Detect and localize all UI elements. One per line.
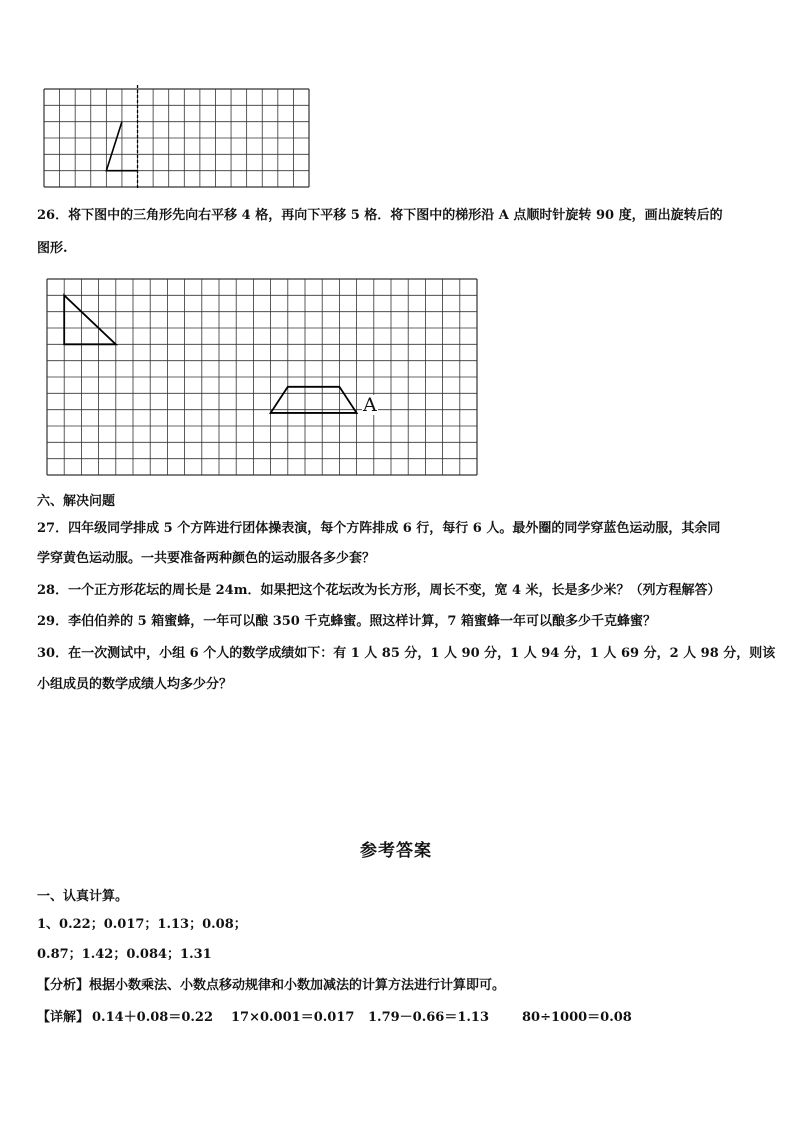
question-27-line1: 27．四年级同学排成 5 个方阵进行团体操表演，每个方阵排成 6 行，每行 6 人。最外圈的同学穿蓝色运动服，其余同 [37, 521, 721, 536]
answer-detail-item: 17×0.001＝0.017 [231, 1010, 355, 1025]
question-30-line2: 小组成员的数学成绩人均多少分？ [37, 677, 233, 692]
grid-lines [47, 279, 477, 475]
answer-analysis: 【分析】根据小数乘法、小数点移动规律和小数加减法的计算方法进行计算即可。 [37, 978, 506, 993]
point-a-label: A [363, 394, 377, 416]
answer-detail-item: 1.79－0.66＝1.13 [368, 1010, 489, 1025]
answer-1-line2: 0.87；1.42；0.084；1.31 [37, 947, 212, 962]
grid-lines [44, 89, 309, 187]
q26-grid-figure [47, 279, 479, 479]
triangle-shape [64, 295, 116, 344]
top-grid-figure [44, 89, 312, 189]
trapezoid-shape [271, 387, 357, 413]
question-29: 29．李伯伯养的 5 箱蜜蜂，一年可以酿 350 千克蜂蜜。照这样计算，7 箱蜜蜂一年可以酿多少千克蜂蜜？ [37, 614, 656, 629]
section-6-title: 六、解决问题 [37, 494, 116, 509]
answer-detail-item: 0.14＋0.08＝0.22 [92, 1010, 213, 1025]
question-26-line1: 26．将下图中的三角形先向右平移 4 格，再向下平移 5 格．将下图中的梯形沿 A 点顺时针旋转 90 度，画出旋转后的 [37, 208, 723, 223]
question-26-line2: 图形. [37, 241, 68, 256]
question-28: 28．一个正方形花坛的周长是 24m．如果把这个花坛改为长方形，周长不变，宽 4 米，长是多少米？（列方程解答） [37, 583, 721, 598]
answer-section-title: 参考答案 [360, 841, 432, 861]
answer-detail-item: 80÷1000＝0.08 [522, 1010, 632, 1025]
question-27-line2: 学穿黄色运动服。一共要准备两种颜色的运动服各多少套？ [37, 551, 376, 566]
answer-detail-label: 【详解】 [37, 1010, 90, 1025]
question-30-line1: 30．在一次测试中，小组 6 个人的数学成绩如下：有 1 人 85 分，1 人 90 分，1 人 94 分，1 人 69 分，2 人 98 分，则该 [37, 646, 776, 661]
answer-section-1-title: 一、认真计算。 [37, 889, 129, 904]
answer-1-line1: 1、0.22；0.017；1.13；0.08； [37, 917, 247, 932]
